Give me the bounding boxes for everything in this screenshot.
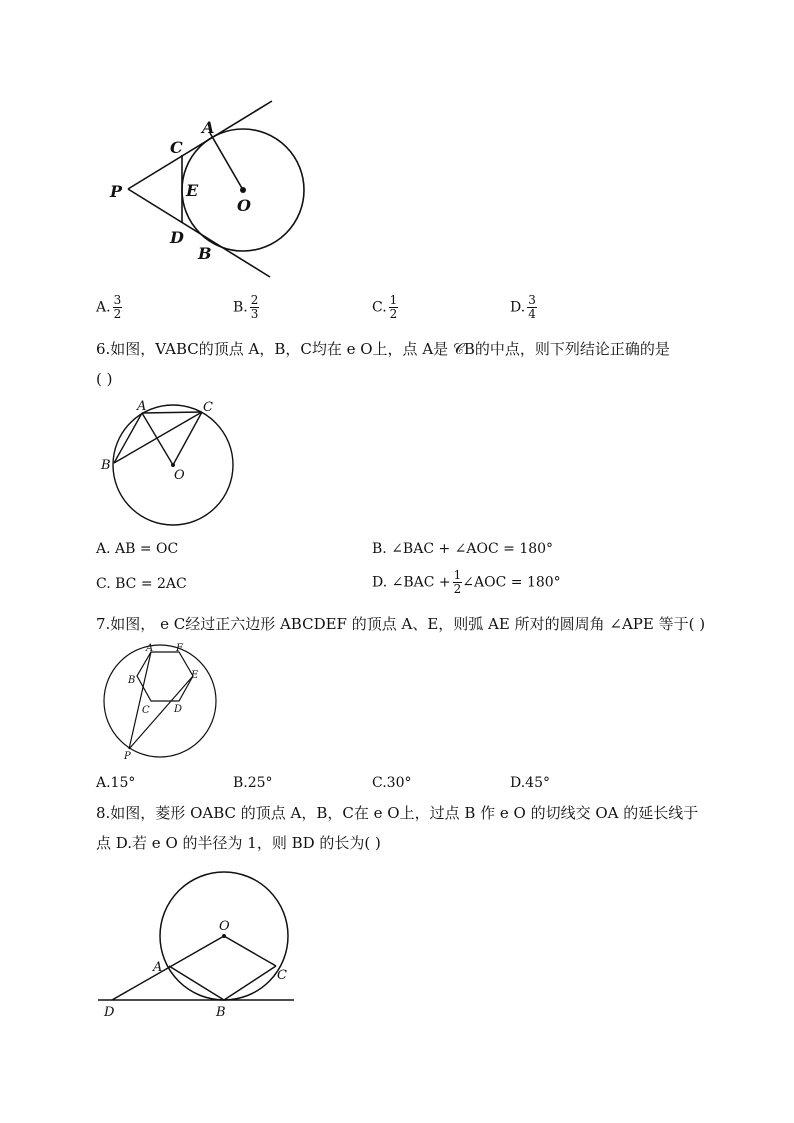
q6-option-b[interactable]: B. ∠BAC + ∠AOC = 180° [372,541,554,557]
q6-label-B: B [101,458,111,473]
q8-stem-line1: 8.如图，菱形 OABC 的顶点 A，B，C在 e O上，过点 B 作 e O 的切线交 OA 的延长线于 [96,804,699,822]
q5-option-a[interactable] [96,294,122,321]
q7-label-A: A [146,643,154,654]
q7-label-B: B [128,675,136,686]
q7-label-P: P [124,751,131,762]
q6-label-C: C [203,400,213,415]
frac-num: 3 [113,293,122,307]
q6-seg-AC [142,412,202,413]
q6-center-dot [171,463,175,467]
fig1-label-A: A [202,118,215,137]
fig1-label-C: C [170,138,183,157]
q6-label-O: O [174,468,185,483]
frac-num: 1 [389,293,398,307]
fig1-center-dot [240,187,246,193]
figure-q7-hexagon [96,642,226,762]
fig1-label-D: D [170,228,184,247]
frac-num: 3 [528,293,536,307]
q5-option-b[interactable] [233,294,259,321]
frac-num: 1 [453,568,462,582]
frac-den: 3 [250,307,259,321]
figure-tangent-circle [100,95,320,285]
frac-den: 2 [453,582,462,596]
q5-option-c[interactable] [372,294,398,321]
frac-den: 2 [113,307,122,321]
q8-label-C: C [277,968,287,983]
q7-stem-line1: 7.如图， e C经过正六边形 ABCDEF 的顶点 A、E，则弧 AE 所对的圆周角 ∠APE 等于( ) [96,615,706,633]
q8-label-B: B [216,1005,226,1020]
figure-q8-rhombus [96,870,301,1020]
q6-option-c[interactable]: C. BC = 2AC [96,576,187,592]
q6-option-a[interactable]: A. AB = OC [96,541,179,557]
q5-option-d[interactable] [510,294,537,321]
frac-den: 4 [528,307,536,321]
q7-option-c[interactable]: C.30° [372,775,412,791]
q7-seg-PA [129,652,151,749]
option-text: D. ∠BAC + [372,574,451,591]
fig1-label-B: B [198,244,212,263]
option-letter: C. [372,299,387,316]
fig1-label-P: P [110,182,123,201]
q6-seg-AO [142,413,173,465]
fig1-tangent-upper [128,101,272,189]
q8-label-O: O [219,919,230,934]
option-letter: D. [510,299,526,316]
q8-seg-OC [224,936,276,966]
q7-option-a[interactable]: A.15° [96,775,136,791]
q8-seg-AB [169,966,224,1000]
frac-num: 2 [250,293,259,307]
q7-label-E: E [191,670,199,681]
q8-center-dot [222,934,226,938]
q8-label-A: A [153,960,163,975]
fig1-label-E: E [186,181,199,200]
q8-stem-line2: 点 D.若 e O 的半径为 1，则 BD 的长为( ) [96,834,381,852]
fig1-label-O: O [237,196,251,215]
q6-stem-line1: 6.如图，VABC的顶点 A，B，C均在 e O上，点 A是 𝒞B的中点，则下列结论正确的是 [96,340,670,358]
q7-label-C: C [142,705,150,716]
figure-q6-circle [96,396,246,531]
q8-label-D: D [104,1005,115,1020]
q6-label-A: A [137,399,147,414]
q7-label-D: D [174,704,183,715]
option-letter: A. [96,299,111,316]
option-letter: B. [233,299,248,316]
q7-seg-PE [129,676,193,749]
q6-option-d[interactable] [372,569,561,596]
fig1-radius-OA [210,133,243,190]
q7-option-b[interactable]: B.25° [233,775,273,791]
frac-den: 2 [389,307,398,321]
q7-label-F: F [176,643,183,654]
q7-option-d[interactable]: D.45° [510,775,550,791]
option-text: ∠AOC = 180° [462,574,561,591]
q6-stem-line2: ( ) [96,370,113,388]
